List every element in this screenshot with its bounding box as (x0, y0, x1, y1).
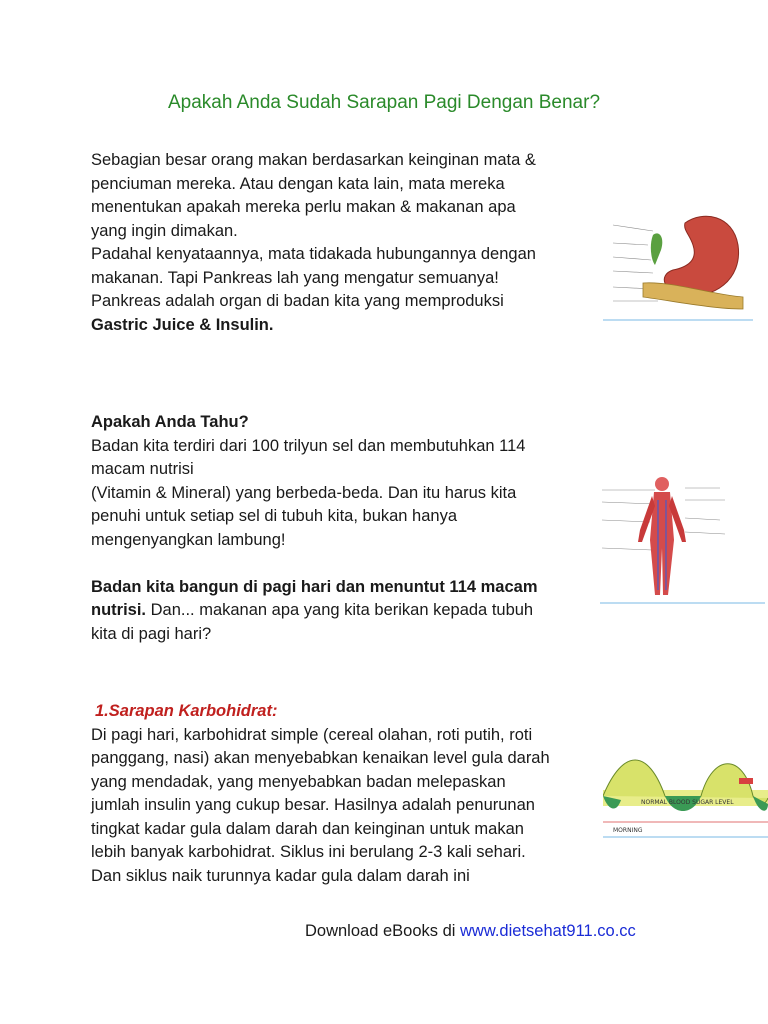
section1-line: Di pagi hari, karbohidrat simple (cereal olahan, roti putih, roti (91, 725, 533, 744)
section1-line: lebih banyak karbohidrat. Siklus ini berulang 2-3 kali sehari. (91, 843, 526, 861)
intro-bold-line: Gastric Juice & Insulin. (91, 315, 274, 334)
tahu-line: penuhi untuk setiap sel di tubuh kita, bukan hanya (91, 507, 458, 525)
tahu-line: kita di pagi hari? (91, 624, 212, 643)
section1 (91, 700, 550, 888)
intro-line: Sebagian besar orang makan berdasarkan keinginan mata & (91, 151, 536, 169)
intro-paragraph (91, 149, 536, 337)
footer-prefix: Download eBooks di (305, 922, 461, 940)
tahu-line: Badan kita terdiri dari 100 trilyun sel dan membutuhkan 114 (91, 436, 526, 455)
section1-line: Dan siklus naik turunnya kadar gula dalam darah ini (91, 866, 470, 885)
tahu-line: mengenyangkan lambung! (91, 530, 286, 549)
footer (305, 922, 636, 941)
section1-line: yang mendadak, yang menyebabkan badan melepaskan (91, 772, 506, 791)
intro-line: yang ingin dimakan. (91, 221, 238, 240)
stomach-diagram-image (603, 205, 753, 323)
intro-line: penciuman mereka. Atau dengan kata lain, mata mereka (91, 174, 505, 193)
chart-normal-level-label: NORMAL BLOOD SUGAR LEVEL (641, 799, 734, 806)
section1-line: panggang, nasi) akan menyebabkan kenaikan level gula darah (91, 749, 550, 767)
tahu-bold-line: Badan kita bangun di pagi hari dan menuntut 114 macam (91, 577, 538, 596)
tahu-rest-part: Dan... makanan apa yang kita berikan kepada tubuh (146, 601, 534, 619)
section1-line: tingkat kadar gula dalam darah dan keinginan untuk makan (91, 819, 524, 838)
section1-heading: 1.Sarapan Karbohidrat: (95, 702, 278, 720)
page-title: Apakah Anda Sudah Sarapan Pagi Dengan Benar? (167, 92, 601, 113)
circulatory-system-image (600, 470, 765, 605)
tahu-bold-part: nutrisi. (91, 601, 147, 619)
tahu-line: (Vitamin & Mineral) yang berbeda-beda. Dan itu harus kita (91, 483, 517, 502)
intro-line: Padahal kenyataannya, mata tidakada hubungannya dengan (91, 245, 536, 263)
tahu-line: macam nutrisi (91, 460, 194, 478)
chart-axis-label: MORNING (613, 827, 643, 834)
footer-link[interactable]: www.dietsehat911.co.cc (460, 922, 636, 940)
tahu-section (91, 411, 538, 646)
tahu-heading: Apakah Anda Tahu? (91, 413, 249, 431)
intro-line: menentukan apakah mereka perlu makan & makanan apa (91, 198, 516, 216)
blood-sugar-chart-image (603, 748, 768, 838)
intro-line: Pankreas adalah organ di badan kita yang memproduksi (91, 292, 504, 310)
section1-line: jumlah insulin yang cukup besar. Hasilnya adalah penurunan (91, 796, 535, 814)
intro-line: makanan. Tapi Pankreas lah yang mengatur semuanya! (91, 268, 499, 287)
tahu-mixed-line (91, 599, 538, 623)
